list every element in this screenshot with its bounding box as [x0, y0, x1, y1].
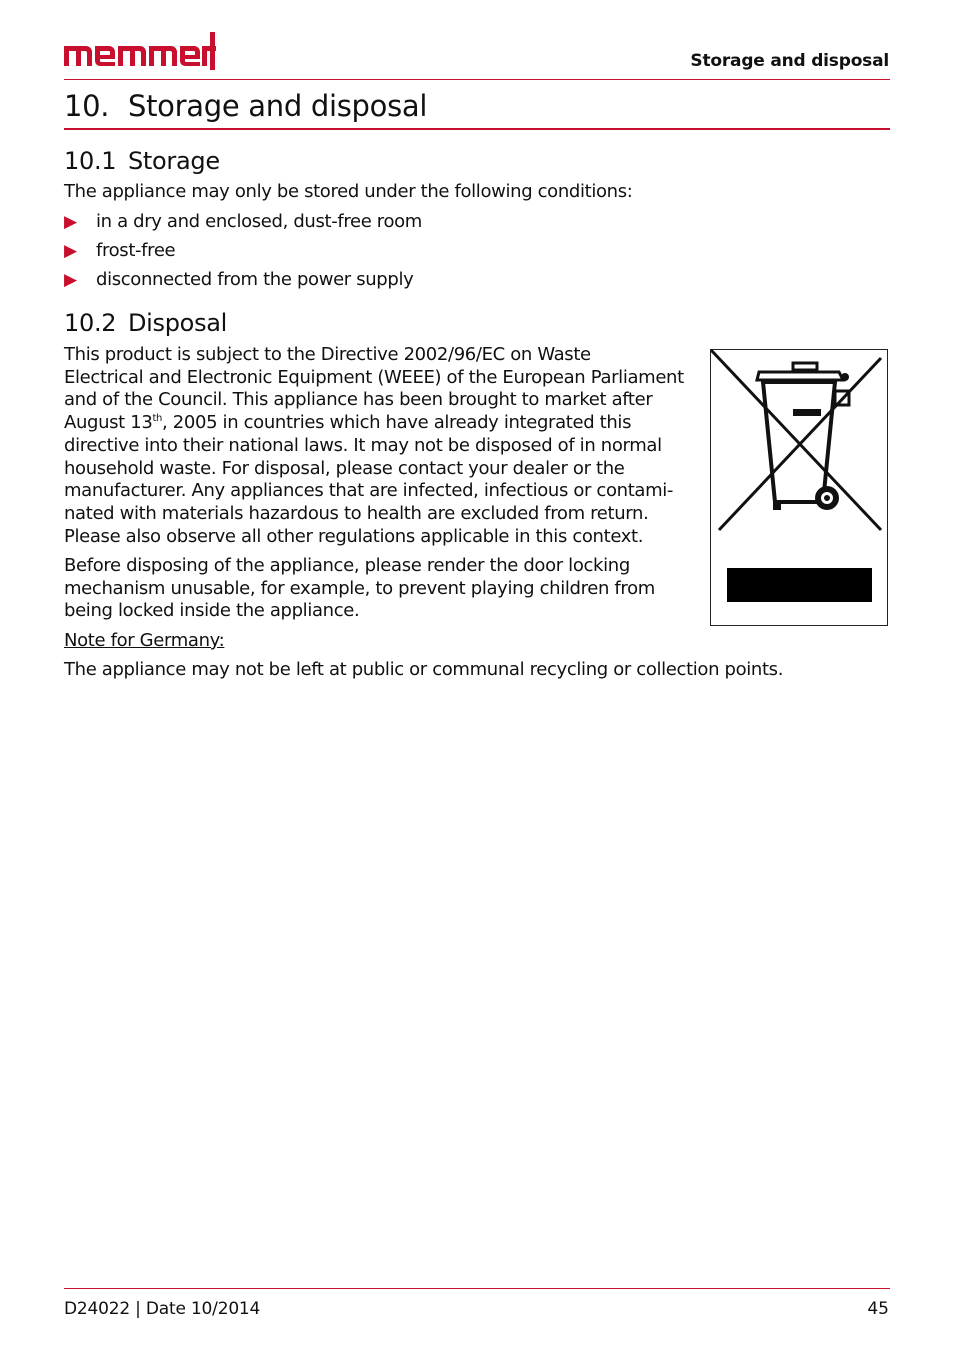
section-heading-disposal — [64, 309, 227, 337]
weee-symbol — [710, 349, 888, 626]
section-heading-storage — [64, 147, 220, 175]
list-item: ▶ disconnected from the power supply — [64, 269, 414, 290]
crossed-out-wheelie-bin-icon — [711, 350, 887, 625]
bullet-arrow-icon: ▶ — [64, 270, 77, 290]
section-number: 10.1 — [64, 147, 117, 175]
section-title: Disposal — [128, 309, 228, 337]
list-item: ▶ in a dry and enclosed, dust-free room — [64, 211, 422, 232]
note-text: The appliance may not be left at public or communal recycling or collection points. — [64, 659, 784, 680]
chapter-rule — [64, 128, 890, 130]
bullet-arrow-icon: ▶ — [64, 212, 77, 232]
chapter-title: Storage and disposal — [128, 89, 428, 123]
list-item: ▶ frost-free — [64, 240, 176, 261]
page-number: 45 — [867, 1299, 889, 1319]
section-title: Storage — [128, 147, 220, 175]
chapter-heading — [64, 89, 427, 123]
running-header-title: Storage and disposal — [690, 51, 889, 71]
footer-rule — [64, 1288, 890, 1289]
note-label: Note for Germany: — [64, 630, 225, 651]
document-info: D24022 | Date 10/2014 — [64, 1299, 261, 1319]
disposal-paragraph-1: This product is subject to the Directive 2002/96/EC on Waste Electrical and Electronic Equipment (WEEE) of the European Parliament and of the Council. This appliance has been brought to market after August 13th, 2005 in countries which have already integrated this directive into their national laws. It may not be disposed of in normal household waste. For disposal, please contact your dealer or the manufacturer. Any appliances that are infected, infectious or contami- nated with materials hazardous to health are excluded from return. Please also observe all other regulations applicable in this context. — [64, 344, 684, 547]
section-number: 10.2 — [64, 309, 117, 337]
header-rule — [64, 79, 890, 80]
disposal-paragraph-2: Before disposing of the appliance, please render the door locking mechanism unusable, for example, to prevent playing children from being locked inside the appliance. — [64, 555, 655, 622]
storage-intro: The appliance may only be stored under the following conditions: — [64, 181, 633, 202]
bullet-arrow-icon: ▶ — [64, 241, 77, 261]
memmert-logo — [64, 32, 216, 72]
chapter-number: 10. — [64, 89, 110, 123]
